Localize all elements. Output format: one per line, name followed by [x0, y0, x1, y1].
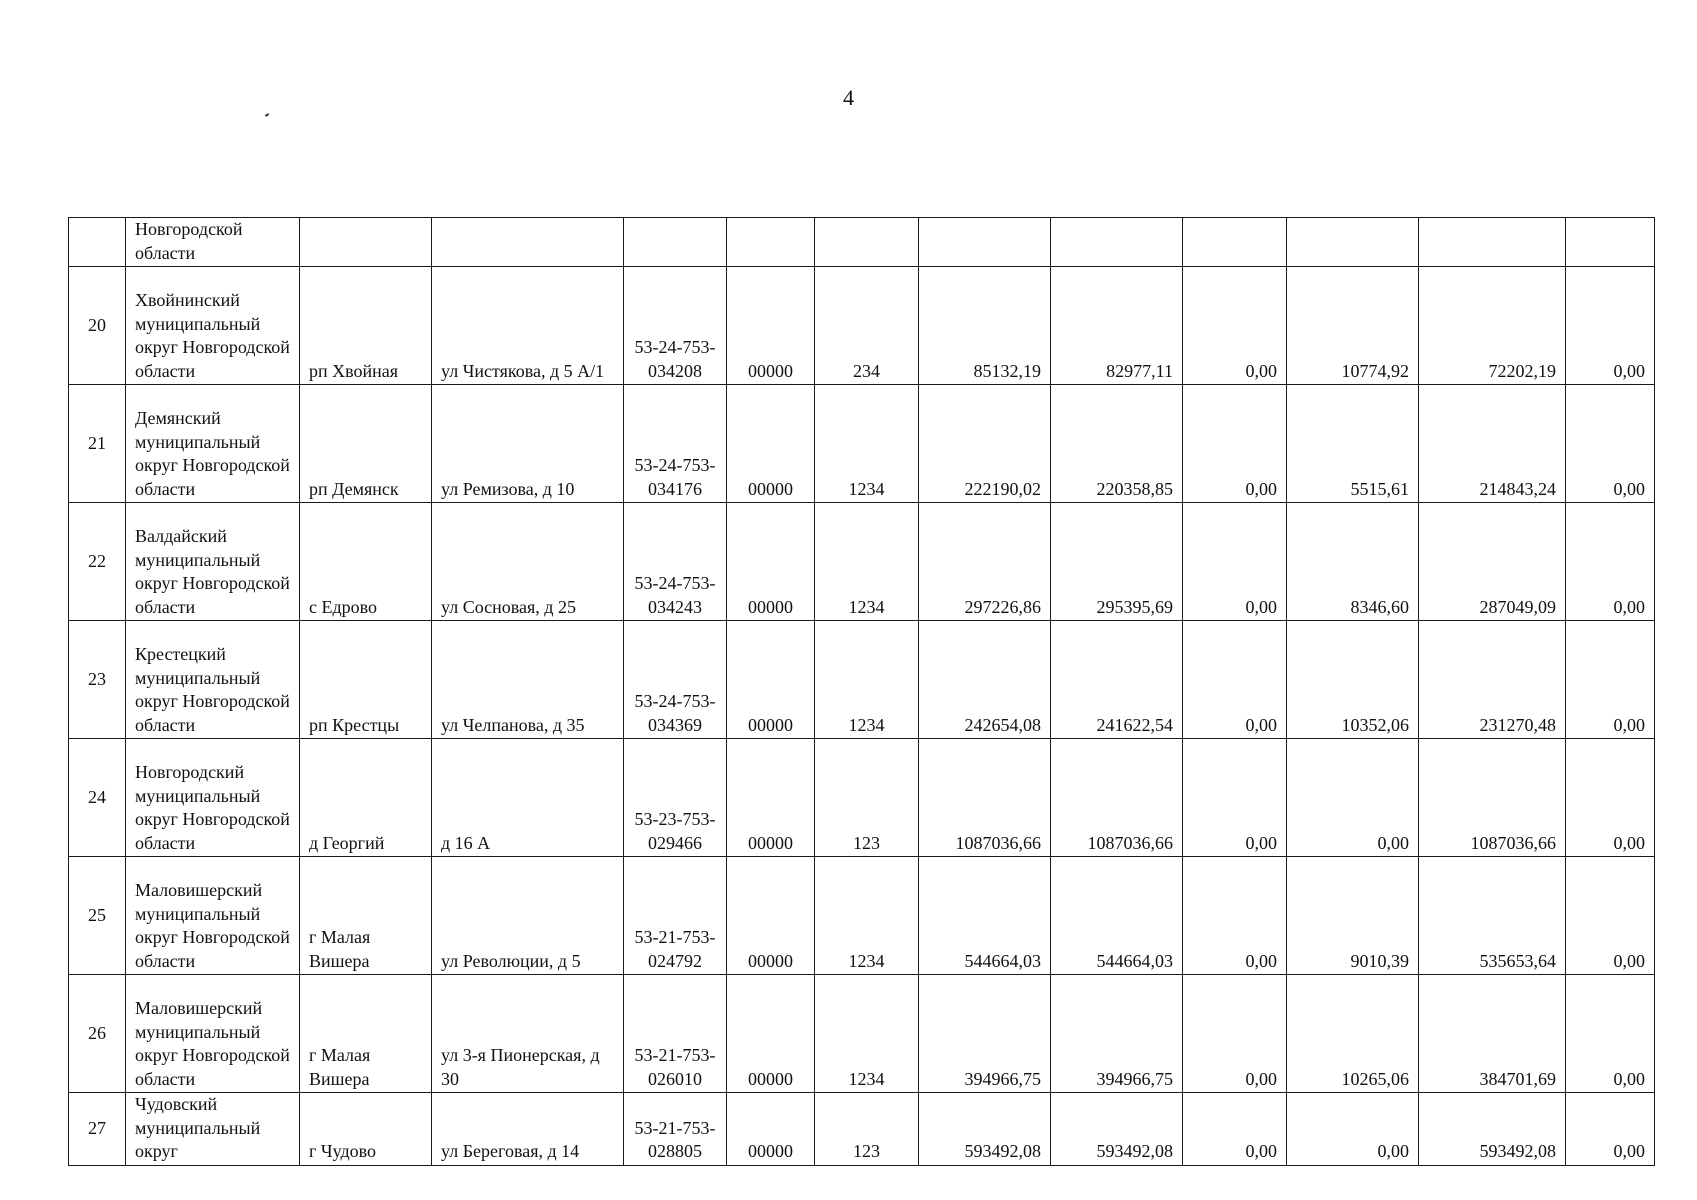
cell-c2: 123 — [815, 739, 919, 857]
cell-v3: 0,00 — [1183, 975, 1287, 1093]
cell-v3: 0,00 — [1183, 385, 1287, 503]
cell-no: 20 — [69, 267, 126, 385]
cell-v5 — [1419, 218, 1566, 267]
registry-table-body — [69, 218, 1655, 1166]
cell-c2: 1234 — [815, 385, 919, 503]
cell-c1 — [727, 218, 815, 267]
cell-address: д 16 А — [432, 739, 624, 857]
cell-v6 — [1566, 218, 1655, 267]
cell-v2: 220358,85 — [1051, 385, 1183, 503]
cell-v3: 0,00 — [1183, 739, 1287, 857]
table-row — [69, 385, 1655, 503]
cell-code: 53-24-753-034243 — [624, 503, 727, 621]
cell-settlement: рп Хвойная — [300, 267, 432, 385]
cell-settlement: с Едрово — [300, 503, 432, 621]
cell-code: 53-21-753-026010 — [624, 975, 727, 1093]
cell-v3: 0,00 — [1183, 267, 1287, 385]
cell-code: 53-21-753-028805 — [624, 1093, 727, 1166]
cell-settlement: г Малая Вишера — [300, 857, 432, 975]
cell-v5: 72202,19 — [1419, 267, 1566, 385]
cell-v5: 1087036,66 — [1419, 739, 1566, 857]
cell-c1: 00000 — [727, 503, 815, 621]
cell-code: 53-21-753-024792 — [624, 857, 727, 975]
cell-code: 53-24-753-034208 — [624, 267, 727, 385]
cell-c1: 00000 — [727, 857, 815, 975]
cell-no: 22 — [69, 503, 126, 621]
cell-v3: 0,00 — [1183, 621, 1287, 739]
page-number: 4 — [843, 85, 854, 110]
cell-v3: 0,00 — [1183, 503, 1287, 621]
table-row — [69, 857, 1655, 975]
cell-no — [69, 218, 126, 267]
cell-no: 26 — [69, 975, 126, 1093]
cell-address — [432, 218, 624, 267]
cell-v6: 0,00 — [1566, 503, 1655, 621]
cell-address: ул 3-я Пионерская, д 30 — [432, 975, 624, 1093]
cell-c2: 1234 — [815, 621, 919, 739]
cell-v4: 8346,60 — [1287, 503, 1419, 621]
cell-address: ул Революции, д 5 — [432, 857, 624, 975]
cell-v1: 297226,86 — [919, 503, 1051, 621]
cell-v5: 287049,09 — [1419, 503, 1566, 621]
table-row — [69, 739, 1655, 857]
cell-v2: 82977,11 — [1051, 267, 1183, 385]
cell-settlement: рп Крестцы — [300, 621, 432, 739]
cell-v4: 9010,39 — [1287, 857, 1419, 975]
cell-address: ул Сосновая, д 25 — [432, 503, 624, 621]
cell-no: 27 — [69, 1093, 126, 1166]
cell-settlement: рп Демянск — [300, 385, 432, 503]
cell-code: 53-24-753-034176 — [624, 385, 727, 503]
cell-v1 — [919, 218, 1051, 267]
cell-v4: 5515,61 — [1287, 385, 1419, 503]
cell-v5: 593492,08 — [1419, 1093, 1566, 1166]
table-row — [69, 503, 1655, 621]
cell-code: 53-23-753-029466 — [624, 739, 727, 857]
cell-address: ул Челпанова, д 35 — [432, 621, 624, 739]
cell-v4: 0,00 — [1287, 739, 1419, 857]
cell-address: ул Ремизова, д 10 — [432, 385, 624, 503]
cell-municipality: Новгородский муниципальный округ Новгородской области — [126, 739, 300, 857]
cell-c1: 00000 — [727, 385, 815, 503]
cell-v6: 0,00 — [1566, 857, 1655, 975]
cell-municipality: Крестецкий муниципальный округ Новгородской области — [126, 621, 300, 739]
cell-v3: 0,00 — [1183, 857, 1287, 975]
cell-code: 53-24-753-034369 — [624, 621, 727, 739]
cell-v2: 394966,75 — [1051, 975, 1183, 1093]
cell-no: 25 — [69, 857, 126, 975]
cell-v6: 0,00 — [1566, 267, 1655, 385]
cell-v2: 544664,03 — [1051, 857, 1183, 975]
table-row — [69, 975, 1655, 1093]
cell-code — [624, 218, 727, 267]
cell-v1: 593492,08 — [919, 1093, 1051, 1166]
cell-v6: 0,00 — [1566, 621, 1655, 739]
cell-v4: 0,00 — [1287, 1093, 1419, 1166]
cell-v2: 241622,54 — [1051, 621, 1183, 739]
cell-c1: 00000 — [727, 267, 815, 385]
cell-municipality: Демянский муниципальный округ Новгородской области — [126, 385, 300, 503]
cell-no: 23 — [69, 621, 126, 739]
cell-v5: 231270,48 — [1419, 621, 1566, 739]
cell-v6: 0,00 — [1566, 975, 1655, 1093]
cell-v1: 544664,03 — [919, 857, 1051, 975]
cell-municipality: Валдайский муниципальный округ Новгородской области — [126, 503, 300, 621]
cell-no: 24 — [69, 739, 126, 857]
cell-c2 — [815, 218, 919, 267]
cell-v2: 1087036,66 — [1051, 739, 1183, 857]
registry-table — [68, 217, 1655, 1166]
cell-municipality: Новгородской области — [126, 218, 300, 267]
cell-address: ул Береговая, д 14 — [432, 1093, 624, 1166]
cell-v4: 10265,06 — [1287, 975, 1419, 1093]
table-row-continuation — [69, 218, 1655, 267]
cell-no: 21 — [69, 385, 126, 503]
table-row — [69, 267, 1655, 385]
cell-v4: 10774,92 — [1287, 267, 1419, 385]
cell-v1: 85132,19 — [919, 267, 1051, 385]
cell-address: ул Чистякова, д 5 А/1 — [432, 267, 624, 385]
cell-v1: 222190,02 — [919, 385, 1051, 503]
cell-v2: 593492,08 — [1051, 1093, 1183, 1166]
cell-v2 — [1051, 218, 1183, 267]
cell-c1: 00000 — [727, 1093, 815, 1166]
cell-settlement — [300, 218, 432, 267]
cell-v4: 10352,06 — [1287, 621, 1419, 739]
cell-municipality: Маловишерский муниципальный округ Новгородской области — [126, 857, 300, 975]
cell-v1: 394966,75 — [919, 975, 1051, 1093]
cell-settlement: г Чудово — [300, 1093, 432, 1166]
cell-municipality: Маловишерский муниципальный округ Новгородской области — [126, 975, 300, 1093]
table-row — [69, 1093, 1655, 1166]
cell-c1: 00000 — [727, 975, 815, 1093]
cell-c1: 00000 — [727, 621, 815, 739]
cell-v5: 384701,69 — [1419, 975, 1566, 1093]
cell-v1: 242654,08 — [919, 621, 1051, 739]
cell-municipality: Чудовский муниципальный округ — [126, 1093, 300, 1166]
cell-v3 — [1183, 218, 1287, 267]
cell-c2: 123 — [815, 1093, 919, 1166]
table-row — [69, 621, 1655, 739]
scan-speck — [265, 113, 269, 117]
cell-v5: 535653,64 — [1419, 857, 1566, 975]
cell-v1: 1087036,66 — [919, 739, 1051, 857]
cell-settlement: г Малая Вишера — [300, 975, 432, 1093]
cell-municipality: Хвойнинский муниципальный округ Новгородской области — [126, 267, 300, 385]
cell-settlement: д Георгий — [300, 739, 432, 857]
cell-v6: 0,00 — [1566, 739, 1655, 857]
cell-c2: 234 — [815, 267, 919, 385]
cell-c1: 00000 — [727, 739, 815, 857]
cell-v2: 295395,69 — [1051, 503, 1183, 621]
cell-c2: 1234 — [815, 503, 919, 621]
cell-v6: 0,00 — [1566, 1093, 1655, 1166]
cell-v3: 0,00 — [1183, 1093, 1287, 1166]
cell-c2: 1234 — [815, 975, 919, 1093]
cell-v6: 0,00 — [1566, 385, 1655, 503]
cell-v4 — [1287, 218, 1419, 267]
cell-v5: 214843,24 — [1419, 385, 1566, 503]
cell-c2: 1234 — [815, 857, 919, 975]
